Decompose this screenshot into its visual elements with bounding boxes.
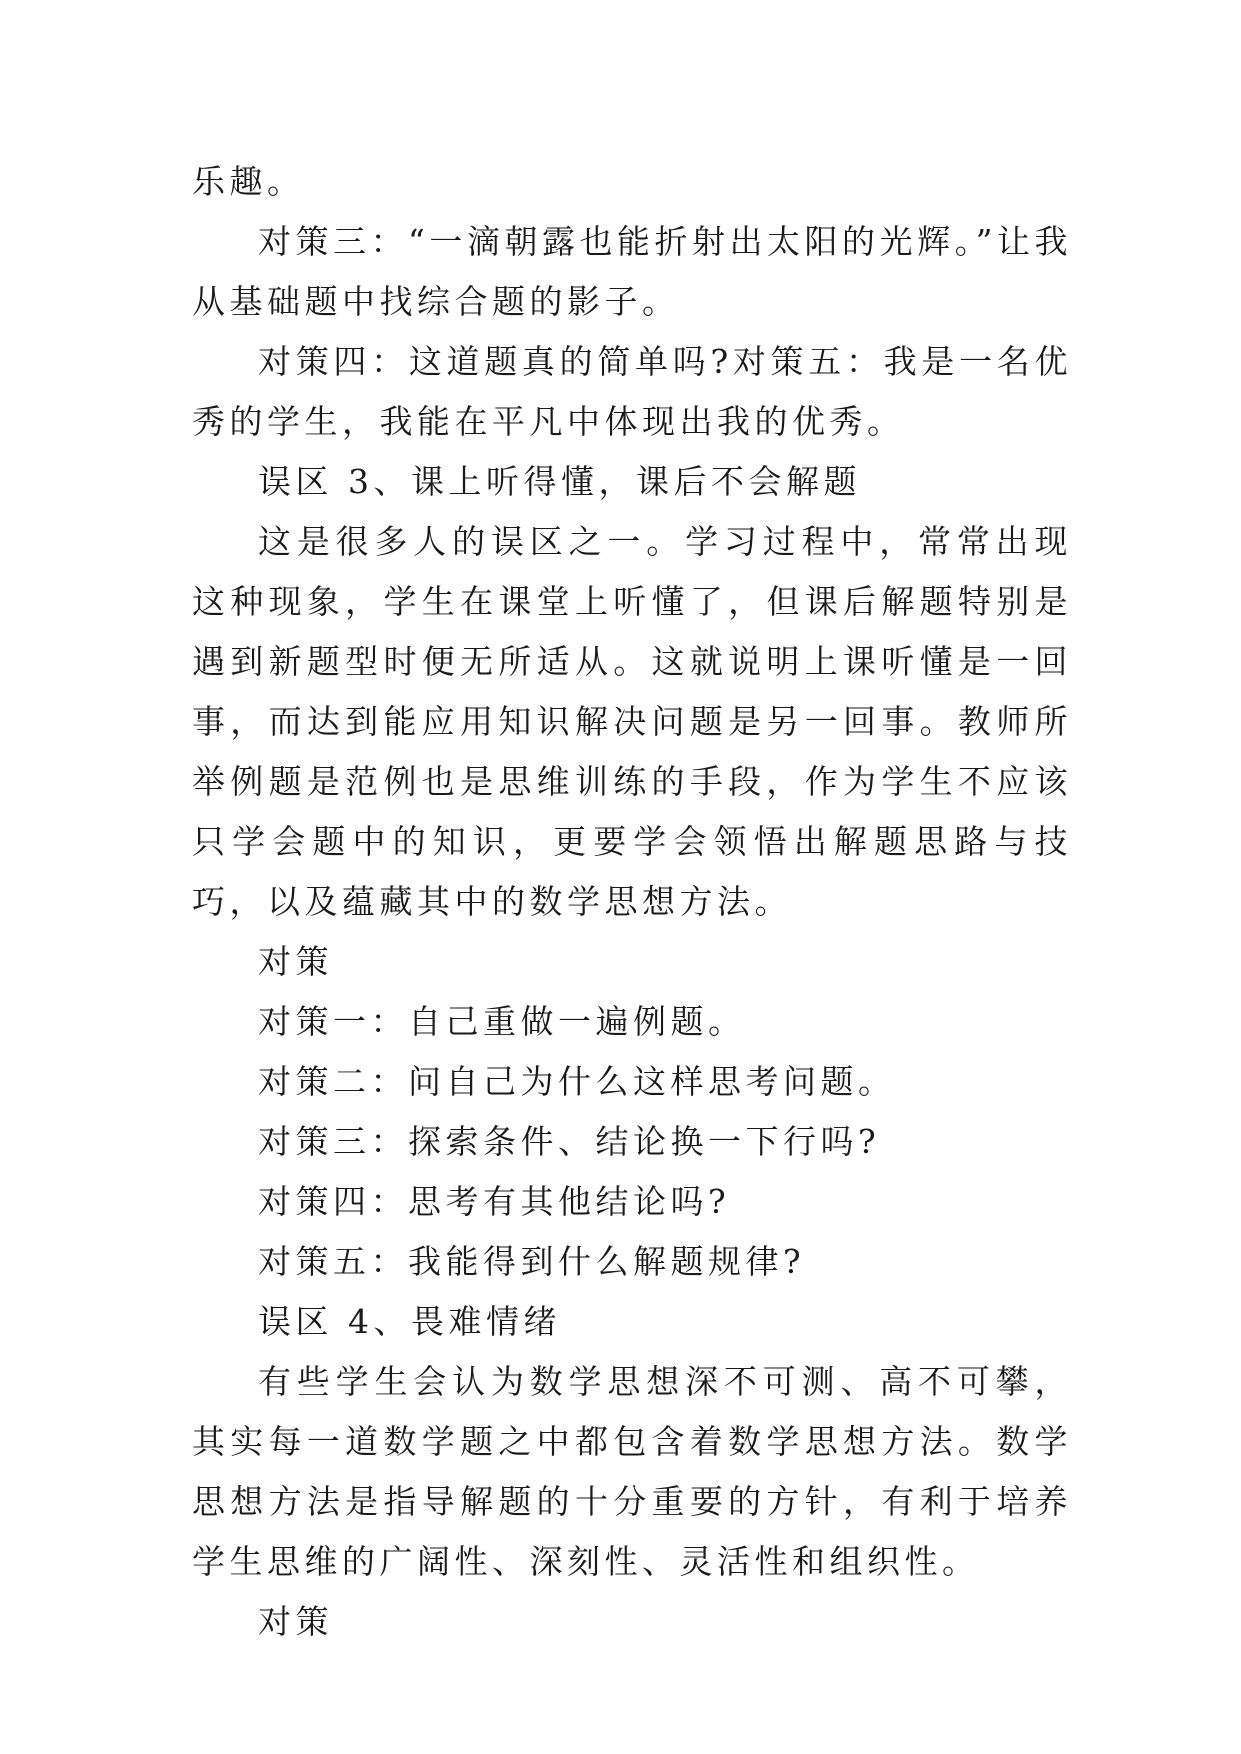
paragraph-misconception-4-body: 有些学生会认为数学思想深不可测、高不可攀，其实每一道数学题之中都包含着数学思想方法。数学思想方法是指导解题的十分重要的方针，有利于培养学生思维的广阔性、深刻性、灵活性和组织性。 (192, 1362, 1072, 1581)
heading-strategies: 对策 (258, 942, 333, 981)
list-item-strategy-five: 对策五：我能得到什么解题规律? (258, 1242, 806, 1281)
paragraph-continuation: 乐趣。 (192, 162, 305, 201)
heading-strategies-2: 对策 (258, 1602, 333, 1641)
heading-misconception-3: 误区 3、课上听得懂，课后不会解题 (258, 462, 861, 501)
list-item-strategy-two: 对策二：问自己为什么这样思考问题。 (258, 1062, 896, 1101)
paragraph-strategy-four-five: 对策四：这道题真的简单吗?对策五：我是一名优秀的学生，我能在平凡中体现出我的优秀。 (192, 342, 1072, 441)
list-item-strategy-three: 对策三：探索条件、结论换一下行吗? (258, 1122, 881, 1161)
document-body (192, 152, 1072, 1652)
list-item-strategy-four: 对策四：思考有其他结论吗? (258, 1182, 731, 1221)
heading-misconception-4: 误区 4、畏难情绪 (258, 1302, 561, 1341)
list-item-strategy-one: 对策一：自己重做一遍例题。 (258, 1002, 746, 1041)
paragraph-strategy-three: 对策三：“一滴朝露也能折射出太阳的光辉。”让我从基础题中找综合题的影子。 (192, 222, 1072, 321)
paragraph-misconception-3-body: 这是很多人的误区之一。学习过程中，常常出现这种现象，学生在课堂上听懂了，但课后解题特别是遇到新题型时便无所适从。这就说明上课听懂是一回事，而达到能应用知识解决问题是另一回事。教师所举例题是范例也是思维训练的手段，作为学生不应该只学会题中的知识，更要学会领悟出解题思路与技巧，以及蕴藏其中的数学思想方法。 (192, 522, 1072, 921)
